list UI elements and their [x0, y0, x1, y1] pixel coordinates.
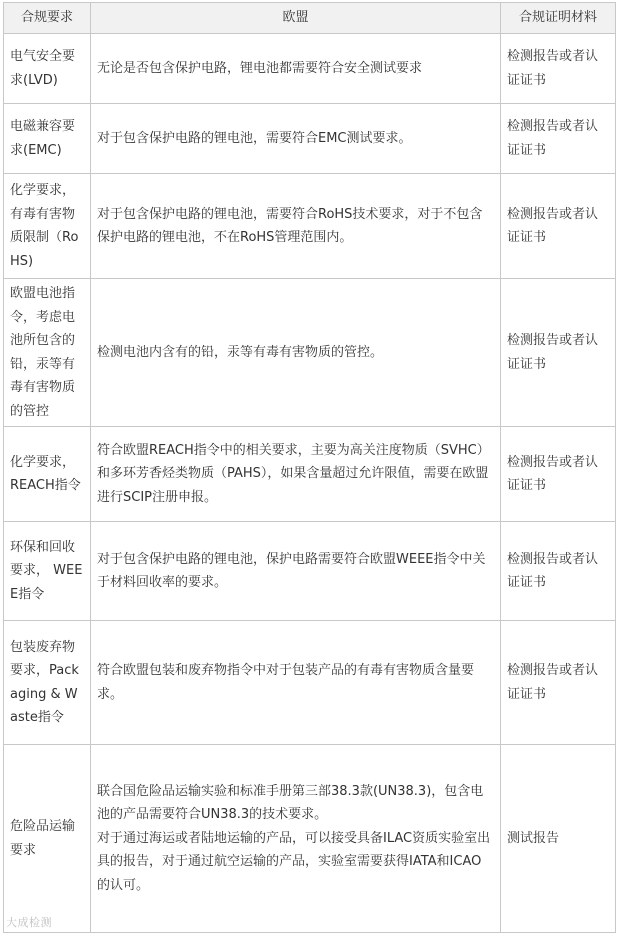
eu-text: 对于包含保护电路的锂电池，需要符合EMC测试要求。 — [97, 130, 412, 146]
table-row — [4, 104, 616, 174]
eu-cell — [91, 174, 501, 279]
eu-cell — [91, 522, 501, 621]
table-row — [4, 621, 616, 745]
proof-cell: 检测报告或者认证证书 — [501, 279, 616, 427]
eu-text: 对于通过海运或者陆地运输的产品，可以接受具备ILAC资质实验室出具的报告，对于通过航空运输的产品，实验室需要获得IATA和ICAO的认可。 — [97, 830, 491, 893]
table-row — [4, 279, 616, 427]
proof-cell: 检测报告或者认证证书 — [501, 104, 616, 174]
eu-text: 对于包含保护电路的锂电池，保护电路需要符合欧盟WEEE指令中关于材料回收率的要求。 — [97, 551, 486, 590]
eu-text: 符合欧盟REACH指令中的相关要求，主要为高关注度物质（SVHC）和多环芳香烃类物质（PAHS），如果含量超过允许限值，需要在欧盟进行SCIP注册申报。 — [97, 442, 490, 505]
watermark: 大成检测 — [6, 916, 52, 929]
eu-cell — [91, 34, 501, 104]
eu-text: 联合国危险品运输实验和标准手册第三部38.3款(UN38.3)，包含电池的产品需要符合UN38.3的技术要求。 — [97, 783, 484, 823]
eu-cell — [91, 427, 501, 522]
proof-cell: 检测报告或者认证证书 — [501, 621, 616, 745]
proof-cell: 检测报告或者认证证书 — [501, 522, 616, 621]
table-row — [4, 427, 616, 522]
eu-cell — [91, 745, 501, 933]
requirement-cell: 包装废弃物要求，Packaging & Waste指令 — [4, 621, 91, 745]
eu-text: 无论是否包含保护电路，锂电池都需要符合安全测试要求 — [97, 60, 423, 76]
requirement-cell: 危险品运输要求 — [4, 745, 91, 933]
eu-cell — [91, 621, 501, 745]
eu-text: 检测电池内含有的铅，汞等有毒有害物质的管控。 — [97, 344, 384, 360]
table-row — [4, 745, 616, 933]
requirement-cell: 化学要求，有毒有害物质限制（RoHS) — [4, 174, 91, 279]
proof-cell: 检测报告或者认证证书 — [501, 174, 616, 279]
proof-cell: 测试报告 — [501, 745, 616, 933]
table-row — [4, 522, 616, 621]
requirement-cell: 欧盟电池指令，考虑电池所包含的铅，汞等有毒有害物质的管控 — [4, 279, 91, 427]
requirement-cell: 电磁兼容要求(EMC) — [4, 104, 91, 174]
header-proof: 合规证明材料 — [501, 3, 616, 34]
header-eu: 欧盟 — [91, 3, 501, 34]
proof-cell: 检测报告或者认证证书 — [501, 34, 616, 104]
table-row — [4, 174, 616, 279]
proof-cell: 检测报告或者认证证书 — [501, 427, 616, 522]
compliance-table — [3, 2, 616, 933]
eu-cell — [91, 104, 501, 174]
header-row — [4, 3, 616, 34]
table-row — [4, 34, 616, 104]
eu-cell — [91, 279, 501, 427]
requirement-cell: 环保和回收要求， WEEE指令 — [4, 522, 91, 621]
eu-text: 对于包含保护电路的锂电池，需要符合RoHS技术要求，对于不包含保护电路的锂电池，不在RoHS管理范围内。 — [97, 206, 483, 245]
eu-text: 符合欧盟包装和废弃物指令中对于包装产品的有毒有害物质含量要求。 — [97, 663, 475, 702]
requirement-cell: 电气安全要求(LVD) — [4, 34, 91, 104]
header-requirement: 合规要求 — [4, 3, 91, 34]
requirement-cell: 化学要求，REACH指令 — [4, 427, 91, 522]
